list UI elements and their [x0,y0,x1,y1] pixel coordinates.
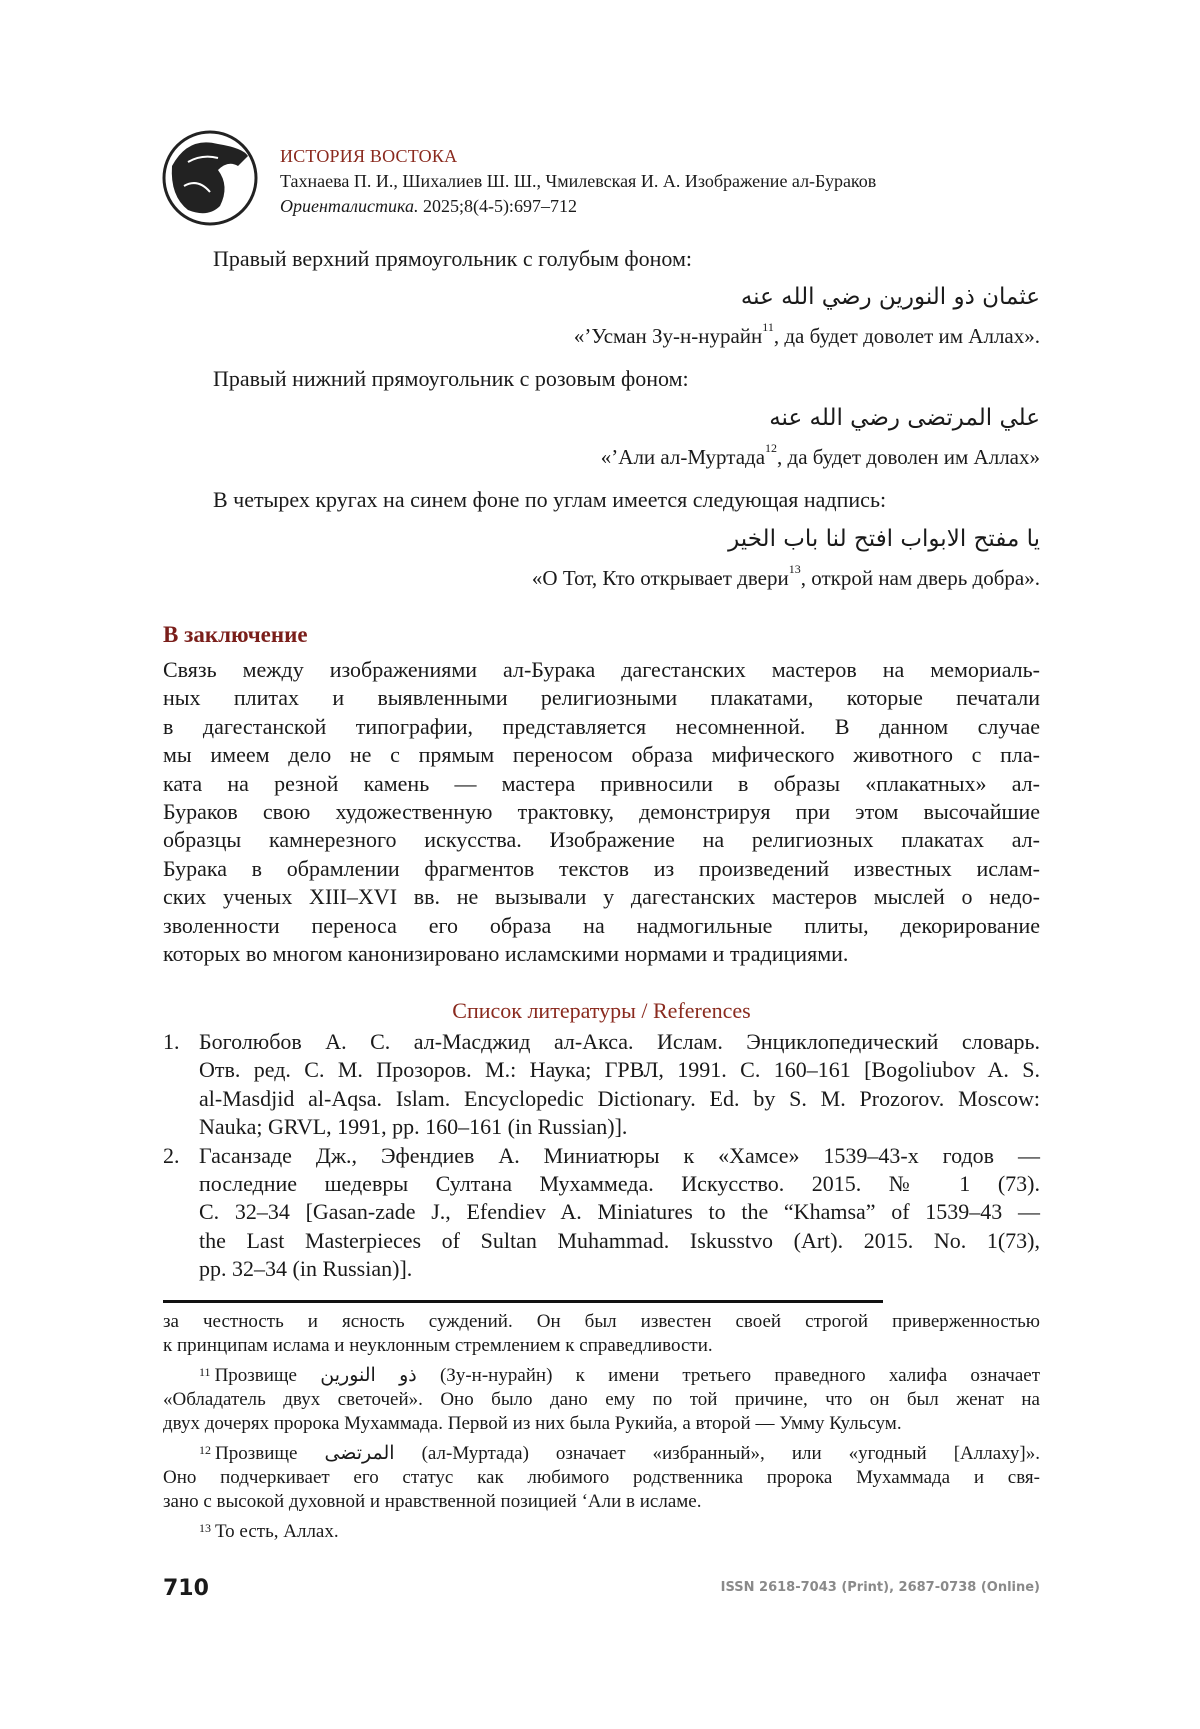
footnote-rule [163,1300,883,1303]
footnote-line: «Обладатель двух светочей». Оно было дано ему по той причине, что он был женат на [163,1389,1040,1410]
reference-number: 1. [163,1029,180,1054]
citation-journal: Ориенталистика. [280,196,419,216]
inscription-label: Правый верхний прямоугольник с голубым фоном: [213,246,693,271]
reference-number: 2. [163,1142,180,1168]
text-line: ных плитах и выявленными религиозными плакатами, которые печатали [163,685,1040,711]
text-line: the Last Masterpieces of Sultan Muhammad. Iskusstvo (Art). 2015. No. 1(73), [199,1227,1040,1253]
text-line: Отв. ред. С. М. Прозоров. М.: Наука; ГРВЛ, 1991. С. 160–161 [Bogoliubov A. S. [199,1057,1040,1083]
footnote-number: 12 [199,1443,211,1457]
text-line: в дагестанской типографии, представляется несомненной. В данном случае [163,713,1040,739]
footnote-line [163,1442,1040,1466]
text-line: Бураков свою художественную трактовку, демонстрируя при этом высочайшие [163,798,1040,824]
footnote-ref[interactable]: 13 [788,562,801,576]
footnotes [163,1310,1040,1544]
text-line: Бурака в обрамлении фрагментов текстов из произведений известных ислам- [163,855,1040,881]
text-line: Связь между изображениями ал-Бурака дагестанских мастеров на мемориаль- [163,657,1040,682]
footnote-line: двух дочерях пророка Мухаммада. Первой из них была Рукийа, а второй — Умму Кульсум. [163,1413,902,1434]
text-line: al-Masdjid al-Aqsa. Islam. Encyclopedic Dictionary. Ed. by S. M. Prozorov. Moscow: [199,1085,1040,1111]
journal-logo [158,126,266,230]
text-line: последние шедевры Султана Мухаммеда. Искусство. 2015. № 1 (73). [199,1170,1040,1196]
translation-text: , да будет доволет им Аллах». [773,324,1040,348]
footnote-line [163,1364,1040,1388]
inscription-translation [600,441,1040,470]
arabic-inscription: علي المرتضى رضي الله عنه [769,405,1040,431]
page-number: 710 [163,1576,209,1601]
translation-text: «’Али ал-Муртада [600,445,766,469]
footnote-line [163,1520,1040,1544]
issn: ISSN 2618-7043 (Print), 2687-0738 (Online) [720,1580,1040,1595]
translation-text: , открой нам дверь добра». [800,566,1040,590]
text-line: ката на резной камень — мастера привносили в образы «плакатных» ал- [163,770,1040,796]
text-line: Гасанзаде Дж., Эфендиев А. Миниатюры к «Хамсе» 1539–43-х годов — [199,1142,1040,1168]
footnote-ref[interactable]: 11 [762,320,774,334]
footnote-ref[interactable]: 12 [765,441,778,455]
footnote [163,1442,1040,1514]
translation-text: , да будет доволен им Аллах» [777,445,1040,469]
text-line: за честность и ясность суждений. Он был известен своей строгой приверженностью [163,1311,1040,1332]
inscription-translation [531,562,1040,591]
text-line: С. 32–34 [Gasan-zade J., Efendiev A. Miniatures to the “Khamsa” of 1539–43 — [199,1199,1040,1225]
inscription-label: В четырех кругах на синем фоне по углам имеется следующая надпись: [213,487,887,512]
arabic-inscription: يا مفتح الابواب افتح لنا باب الخير [728,526,1040,552]
text-line: Боголюбов А. С. ал-Масджид ал-Акса. Ислам. Энциклопедический словарь. [199,1029,1040,1054]
footnote-text: Прозвище ذو النورين (Зу-н-нурайн) к имени третьего праведного халифа означает [214,1365,1040,1386]
reference-item [199,1028,1040,1142]
running-authors-title: Тахнаева П. И., Шихалиев Ш. Ш., Чмилевская И. А. Изображение ал-Бураков [280,171,877,191]
translation-text: «О Тот, Кто открывает двери [531,566,789,590]
inscription-translation [573,320,1040,349]
translation-text: «’Усман Зу-н-нурайн [573,324,763,348]
citation-details: 2025;8(4-5):697–712 [418,196,577,216]
inscription-label: Правый нижний прямоугольник с розовым фоном: [213,366,689,391]
footnote-number: 11 [199,1365,211,1379]
journal-name: ИСТОРИЯ ВОСТОКА [280,146,458,166]
reference-item [199,1142,1040,1284]
text-line: pp. 32–34 (in Russian)]. [199,1256,413,1282]
footnote-line: зано с высокой духовной и нравственной позицией ‘Али в исламе. [163,1491,702,1512]
text-line: к принципам ислама и неуклонным стремлением к справедливости. [163,1335,713,1356]
footnote-text: То есть, Аллах. [215,1521,339,1542]
section-heading: В заключение [163,622,308,647]
footnote-number: 13 [199,1521,211,1535]
conclusion-paragraph [163,656,1040,968]
text-line: Nauka; GRVL, 1991, pp. 160–161 (in Russian)]. [199,1114,628,1140]
text-line: зволенности переноса его образа на надмогильные плиты, декорирование [163,912,1040,938]
references-title: Список литературы / References [452,998,751,1023]
text-line: которых во многом канонизировано исламскими нормами и традициями. [163,940,849,966]
footnote [163,1364,1040,1436]
text-line: образцы камнерезного искусства. Изображение на религиозных плакатах ал- [163,827,1040,853]
text-line: мы имеем дело не с прямым переносом образа мифического животного с пла- [163,742,1040,768]
citation [280,194,577,218]
arabic-inscription: عثمان ذو النورين رضي الله عنه [740,284,1040,310]
footnote [163,1520,1040,1544]
footnote-text: Прозвище المرتضى (ал-Муртада) означает «избранный», или «угодный [Аллаху]». [215,1443,1040,1464]
text-line: ских ученых XIII–XVI вв. не вызывали у дагестанских мастеров мыслей о недо- [163,884,1040,910]
footnote-line: Оно подчеркивает его статус как любимого родственника пророка Мухаммада и свя- [163,1467,1040,1488]
